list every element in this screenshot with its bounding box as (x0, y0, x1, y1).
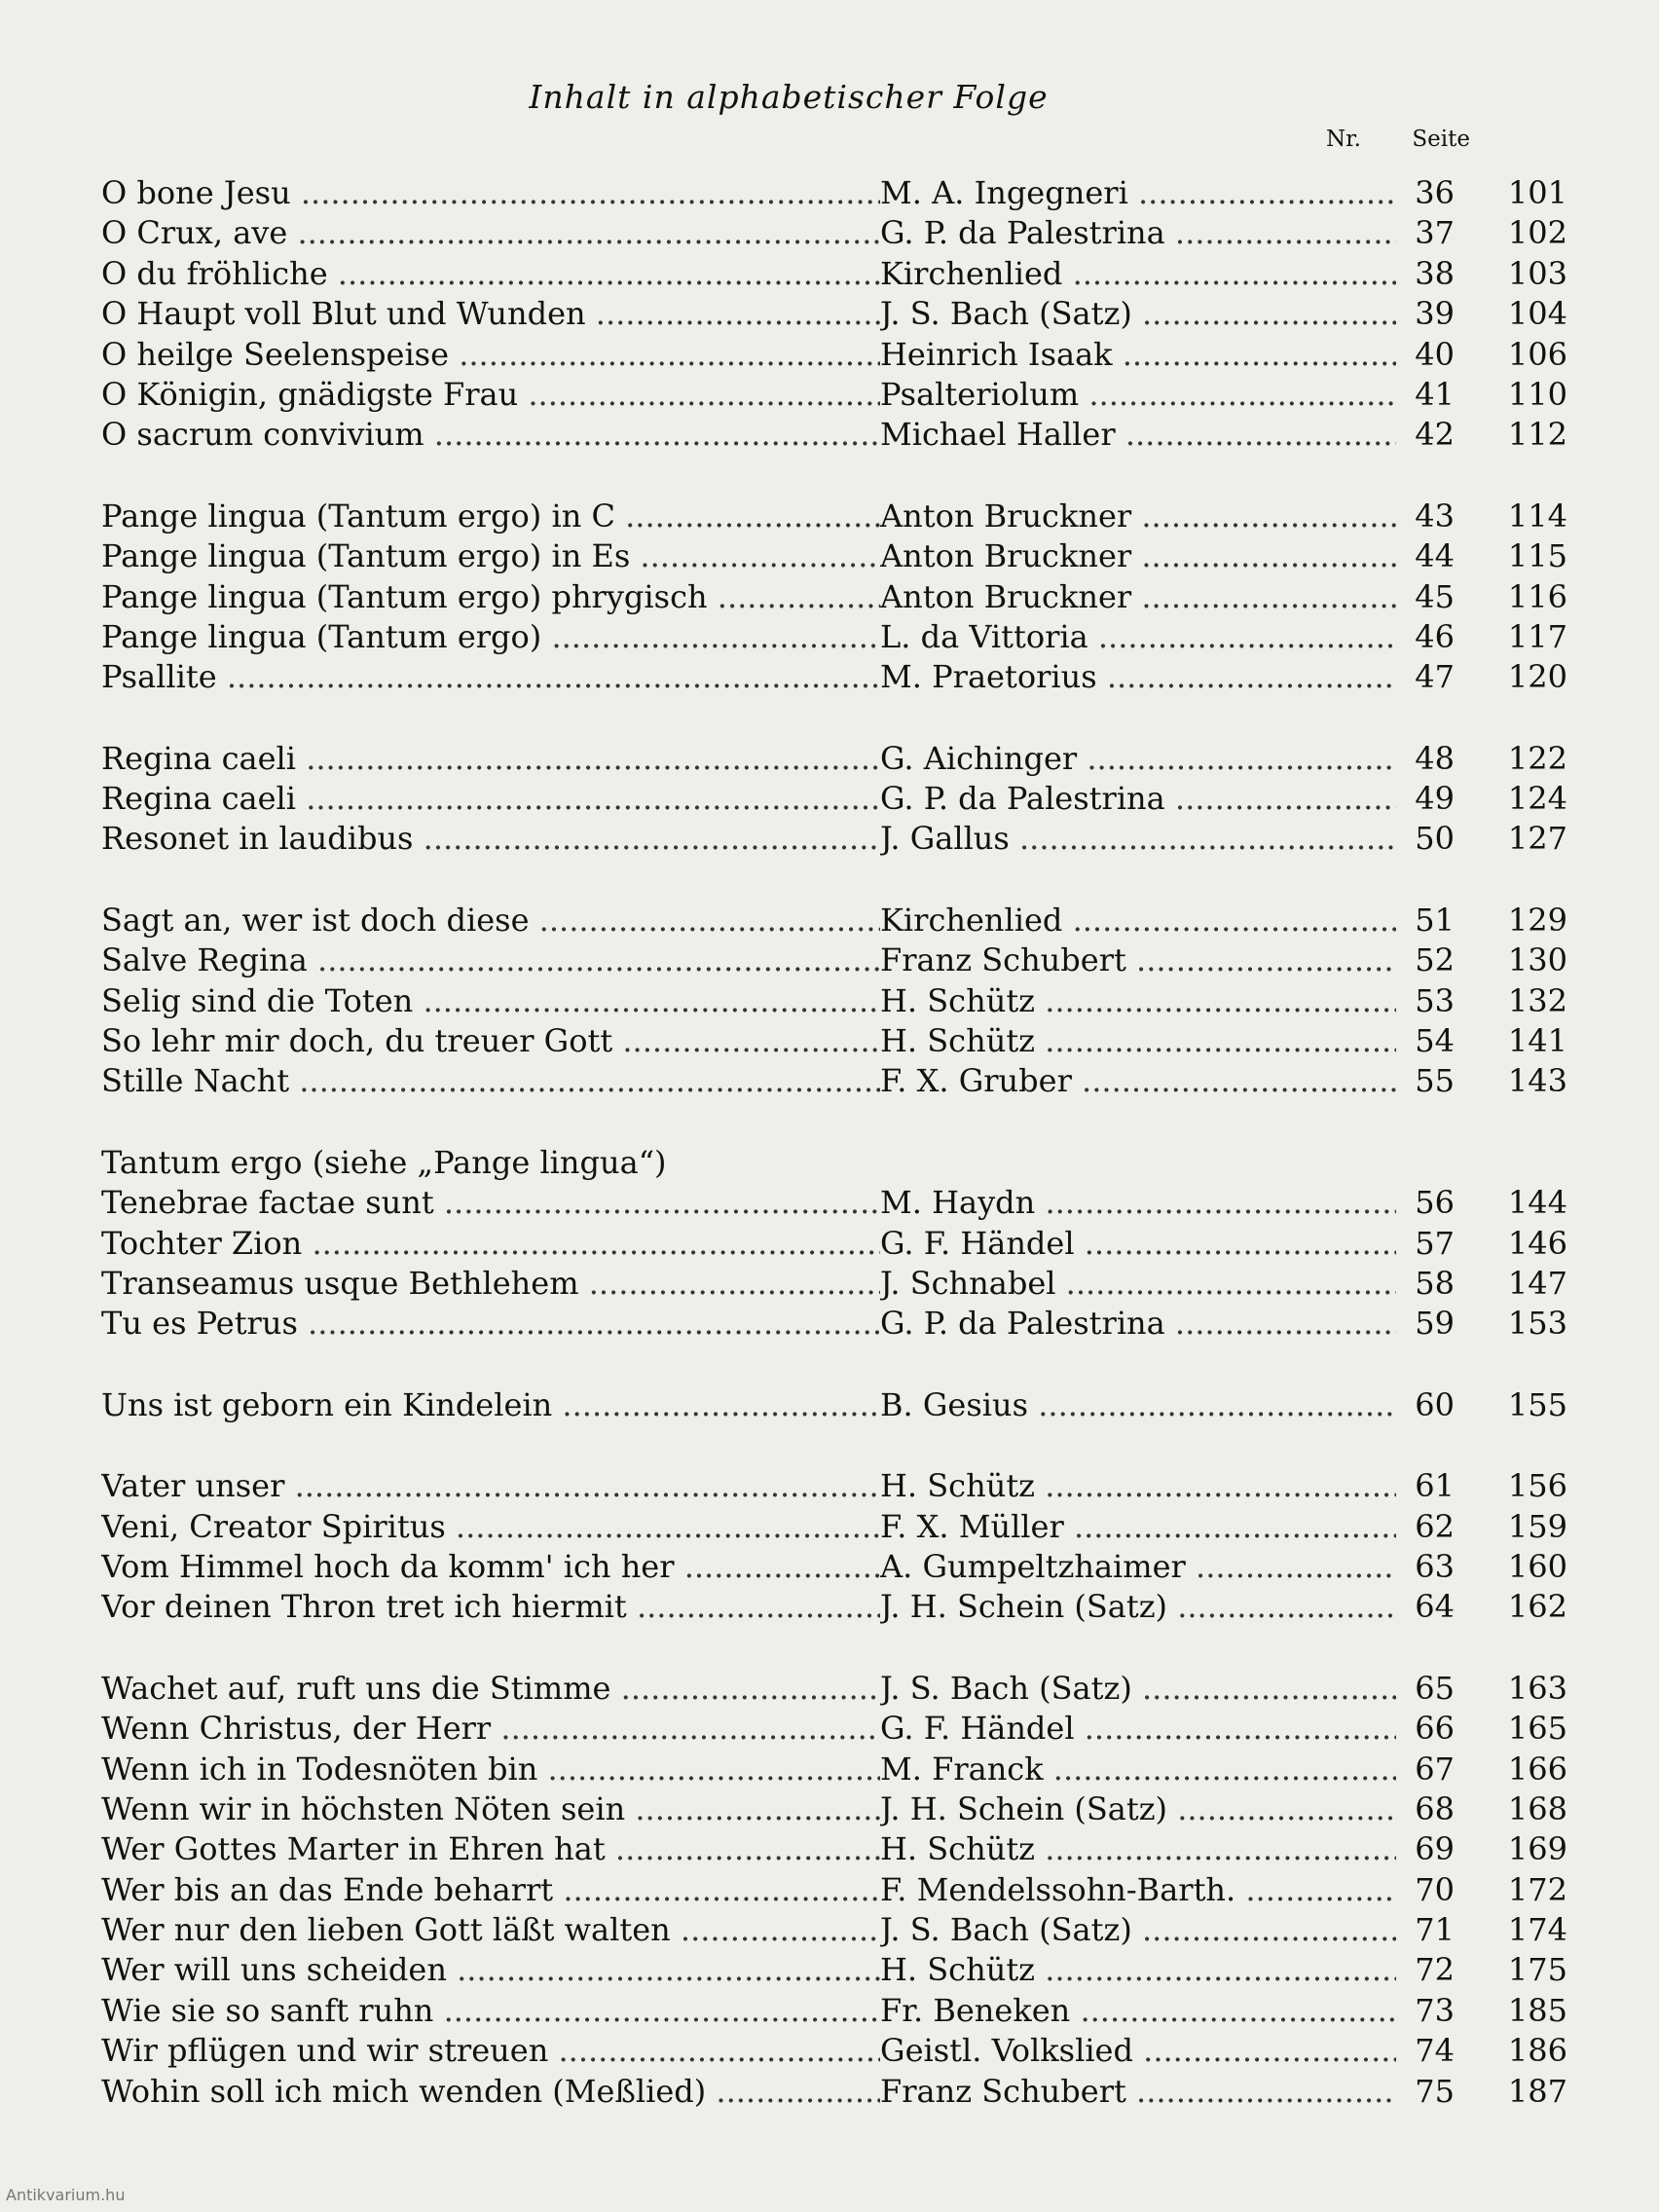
entry-author: Geistl. Volkslied ..... (880, 2031, 1396, 2071)
entry-page: 146 (1507, 1224, 1567, 1262)
toc-section (101, 739, 1567, 860)
entry-number: 58 (1415, 1264, 1455, 1302)
entry-title: Wie sie so sanft ruhn ..... (101, 1991, 880, 2031)
entry-title: Wer Gottes Marter in Ehren hat ..... (101, 1829, 880, 1869)
entry-page: 129 (1507, 901, 1567, 939)
entry-title: Wer bis an das Ende beharrt ..... (101, 1870, 880, 1910)
entry-number: 47 (1415, 658, 1455, 696)
entry-title: Pange lingua (Tantum ergo) phrygisch ..... (101, 577, 880, 617)
entry-title: Wir pflügen und wir streuen ..... (101, 2031, 880, 2071)
toc-entry (101, 294, 1567, 334)
entry-number: 59 (1415, 1305, 1455, 1343)
entry-number: 67 (1415, 1750, 1455, 1788)
toc-section (101, 1385, 1567, 1425)
entry-author: J. S. Bach (Satz) ..... (880, 294, 1396, 334)
entry-page: 163 (1507, 1669, 1567, 1707)
entry-title: O sacrum convivium ..... (101, 415, 880, 455)
entry-number: 75 (1415, 2072, 1455, 2110)
entry-number: 40 (1415, 335, 1455, 373)
entry-number: 74 (1415, 2032, 1455, 2070)
toc-entry (101, 1910, 1567, 1950)
entry-page: 120 (1507, 658, 1567, 696)
entry-author: F. X. Gruber ..... (880, 1061, 1396, 1101)
toc-section (101, 1143, 1567, 1345)
entry-author: Kirchenlied ..... (880, 254, 1396, 294)
entry-page: 159 (1507, 1507, 1567, 1545)
entry-author: Psalteriolum ..... (880, 375, 1396, 415)
entry-author: J. H. Schein (Satz) ..... (880, 1587, 1396, 1627)
entry-number: 66 (1415, 1710, 1455, 1748)
entry-author: H. Schütz ..... (880, 981, 1396, 1021)
entry-page: 141 (1507, 1022, 1567, 1060)
entry-author: M. Praetorius ..... (880, 657, 1396, 697)
entry-number: 61 (1415, 1467, 1455, 1505)
toc-entry (101, 1750, 1567, 1789)
entry-number: 64 (1415, 1588, 1455, 1626)
entry-page: 104 (1507, 295, 1567, 333)
toc-entry (101, 1021, 1567, 1061)
toc-entry (101, 335, 1567, 375)
entry-title: Veni, Creator Spiritus ..... (101, 1507, 880, 1547)
entry-page: 132 (1507, 981, 1567, 1019)
entry-author: H. Schütz ..... (880, 1950, 1396, 1990)
entry-title: O Crux, ave ..... (101, 213, 880, 253)
entry-title: Regina caeli ..... (101, 739, 880, 779)
entry-title: Wachet auf, ruft uns die Stimme ..... (101, 1669, 880, 1709)
entry-page: 186 (1507, 2032, 1567, 2070)
entry-page: 172 (1507, 1870, 1567, 1908)
entry-title: Uns ist geborn ein Kindelein ..... (101, 1385, 880, 1425)
entry-title: Pange lingua (Tantum ergo) in Es ..... (101, 536, 880, 576)
entry-number: 72 (1415, 1951, 1455, 1989)
entry-author: Anton Bruckner ..... (880, 497, 1396, 536)
toc-entry (101, 1829, 1567, 1869)
entry-author: G. F. Händel ..... (880, 1709, 1396, 1749)
entry-title: Tantum ergo (siehe „Pange lingua“) (101, 1143, 667, 1181)
entry-page: 153 (1507, 1305, 1567, 1343)
toc-entry (101, 617, 1567, 657)
entry-title: Selig sind die Toten ..... (101, 981, 880, 1021)
entry-number: 37 (1415, 214, 1455, 252)
entry-page: 114 (1507, 497, 1567, 535)
entry-title: Transeamus usque Bethlehem ..... (101, 1264, 880, 1304)
toc-entry (101, 2072, 1567, 2112)
entry-author: G. F. Händel ..... (880, 1224, 1396, 1264)
entry-author: M. Franck ..... (880, 1750, 1396, 1789)
entry-number: 63 (1415, 1547, 1455, 1585)
entry-number: 38 (1415, 254, 1455, 292)
toc-entry (101, 1304, 1567, 1344)
entry-page: 175 (1507, 1951, 1567, 1989)
toc-entry (101, 1183, 1567, 1223)
number-column-background (1396, 1143, 1571, 1183)
entry-title: Vater unser ..... (101, 1466, 880, 1506)
entry-author: Heinrich Isaak ..... (880, 335, 1396, 375)
toc-entry (101, 739, 1567, 779)
entry-number: 43 (1415, 497, 1455, 535)
entry-number: 68 (1415, 1789, 1455, 1827)
entry-page: 124 (1507, 780, 1567, 818)
column-header-seite: Seite (1412, 127, 1470, 152)
toc-entry (101, 940, 1567, 980)
toc-entry (101, 1143, 1470, 1183)
entry-page: 122 (1507, 739, 1567, 777)
entry-number: 62 (1415, 1507, 1455, 1545)
toc-entry (101, 1385, 1567, 1425)
entry-page: 169 (1507, 1830, 1567, 1868)
entry-author: J. H. Schein (Satz) ..... (880, 1789, 1396, 1829)
entry-author: Anton Bruckner ..... (880, 536, 1396, 576)
entry-number: 55 (1415, 1062, 1455, 1100)
toc-entry (101, 1950, 1567, 1990)
entry-page: 156 (1507, 1467, 1567, 1505)
entry-title: Stille Nacht ..... (101, 1061, 880, 1101)
entry-page: 103 (1507, 254, 1567, 292)
entry-page: 112 (1507, 416, 1567, 454)
entry-author: J. S. Bach (Satz) ..... (880, 1669, 1396, 1709)
entry-page: 127 (1507, 820, 1567, 858)
entry-page: 165 (1507, 1710, 1567, 1748)
entry-page: 185 (1507, 1991, 1567, 2029)
entry-title: Salve Regina ..... (101, 940, 880, 980)
entry-author: G. Aichinger ..... (880, 739, 1396, 779)
entry-page: 117 (1507, 617, 1567, 655)
entry-title: Wenn wir in höchsten Nöten sein ..... (101, 1789, 880, 1829)
entry-number: 42 (1415, 416, 1455, 454)
toc-entry (101, 1466, 1567, 1506)
entry-author: Anton Bruckner ..... (880, 577, 1396, 617)
toc-entry (101, 497, 1567, 536)
toc-entry (101, 1789, 1567, 1829)
entry-number: 60 (1415, 1385, 1455, 1423)
entry-title: Wer nur den lieben Gott läßt walten ..... (101, 1910, 880, 1950)
toc-section (101, 497, 1567, 698)
toc-entry (101, 1061, 1567, 1101)
entry-author: J. Schnabel ..... (880, 1264, 1396, 1304)
toc-section (101, 1669, 1567, 2112)
entry-author: J. S. Bach (Satz) ..... (880, 1910, 1396, 1950)
entry-number: 51 (1415, 901, 1455, 939)
entry-number: 56 (1415, 1184, 1455, 1222)
entry-title: O heilge Seelenspeise ..... (101, 335, 880, 375)
entry-author: Kirchenlied ..... (880, 901, 1396, 940)
toc-entry (101, 1587, 1567, 1627)
watermark: Antikvarium.hu (6, 2186, 126, 2204)
entry-number: 57 (1415, 1224, 1455, 1262)
entry-number: 52 (1415, 941, 1455, 979)
entry-page: 130 (1507, 941, 1567, 979)
toc-entry (101, 1507, 1567, 1547)
entry-number: 41 (1415, 375, 1455, 413)
entry-title: Psallite ..... (101, 657, 880, 697)
toc-entry (101, 1224, 1567, 1264)
entry-page: 106 (1507, 335, 1567, 373)
entry-title: Pange lingua (Tantum ergo) ..... (101, 617, 880, 657)
table-of-contents (101, 173, 1567, 2153)
toc-entry (101, 213, 1567, 253)
entry-page: 160 (1507, 1547, 1567, 1585)
toc-section (101, 173, 1567, 456)
toc-entry (101, 375, 1567, 415)
entry-author: M. A. Ingegneri ..... (880, 173, 1396, 213)
entry-number: 71 (1415, 1911, 1455, 1949)
entry-author: Michael Haller ..... (880, 415, 1396, 455)
entry-author: G. P. da Palestrina ..... (880, 1304, 1396, 1344)
entry-number: 49 (1415, 780, 1455, 818)
toc-entry (101, 1669, 1567, 1709)
entry-title: O du fröhliche ..... (101, 254, 880, 294)
entry-title: O bone Jesu ..... (101, 173, 880, 213)
entry-number: 44 (1415, 537, 1455, 575)
entry-page: 166 (1507, 1750, 1567, 1788)
entry-title: Regina caeli ..... (101, 779, 880, 819)
entry-number: 48 (1415, 739, 1455, 777)
entry-page: 147 (1507, 1264, 1567, 1302)
toc-entry (101, 415, 1567, 455)
entry-author: B. Gesius ..... (880, 1385, 1396, 1425)
entry-page: 116 (1507, 577, 1567, 615)
entry-number: 73 (1415, 1991, 1455, 2029)
entry-author: G. P. da Palestrina ..... (880, 779, 1396, 819)
entry-title: Wenn ich in Todesnöten bin ..... (101, 1750, 880, 1789)
entry-author: A. Gumpeltzhaimer ..... (880, 1547, 1396, 1587)
entry-author: F. Mendelssohn-Barth. ..... (880, 1870, 1396, 1910)
entry-title: Pange lingua (Tantum ergo) in C ..... (101, 497, 880, 536)
entry-number: 45 (1415, 577, 1455, 615)
entry-page: 168 (1507, 1789, 1567, 1827)
entry-number: 46 (1415, 617, 1455, 655)
entry-author: G. P. da Palestrina ..... (880, 213, 1396, 253)
entry-title: Sagt an, wer ist doch diese ..... (101, 901, 880, 940)
entry-page: 143 (1507, 1062, 1567, 1100)
entry-title: Wer will uns scheiden ..... (101, 1950, 880, 1990)
entry-author: H. Schütz ..... (880, 1829, 1396, 1869)
entry-title: Wenn Christus, der Herr ..... (101, 1709, 880, 1749)
entry-number: 36 (1415, 174, 1455, 211)
entry-title: Vor deinen Thron tret ich hiermit ..... (101, 1587, 880, 1627)
entry-page: 101 (1507, 174, 1567, 211)
toc-entry (101, 981, 1567, 1021)
entry-page: 144 (1507, 1184, 1567, 1222)
entry-number: 65 (1415, 1669, 1455, 1707)
entry-title: Tenebrae factae sunt ..... (101, 1183, 880, 1223)
entry-author: J. Gallus ..... (880, 819, 1396, 859)
column-header-nr: Nr. (1326, 127, 1361, 152)
toc-entry (101, 536, 1567, 576)
entry-author: L. da Vittoria ..... (880, 617, 1396, 657)
toc-entry (101, 657, 1567, 697)
toc-entry (101, 1264, 1567, 1304)
entry-page: 162 (1507, 1588, 1567, 1626)
entry-number: 69 (1415, 1830, 1455, 1868)
entry-author: H. Schütz ..... (880, 1021, 1396, 1061)
toc-entry (101, 577, 1567, 617)
entry-number: 53 (1415, 981, 1455, 1019)
toc-section (101, 901, 1567, 1102)
entry-title: Tochter Zion ..... (101, 1224, 880, 1264)
entry-number: 54 (1415, 1022, 1455, 1060)
toc-entry (101, 254, 1567, 294)
entry-page: 102 (1507, 214, 1567, 252)
toc-entry (101, 2031, 1567, 2071)
toc-entry (101, 1991, 1567, 2031)
entry-author: Franz Schubert ..... (880, 2072, 1396, 2112)
toc-entry (101, 173, 1567, 213)
toc-entry (101, 1870, 1567, 1910)
entry-title: Vom Himmel hoch da komm' ich her ..... (101, 1547, 880, 1587)
toc-entry (101, 1547, 1567, 1587)
entry-page: 174 (1507, 1911, 1567, 1949)
page-title: Inhalt in alphabetischer Folge (529, 78, 1049, 116)
toc-entry (101, 779, 1567, 819)
entry-author: F. X. Müller ..... (880, 1507, 1396, 1547)
toc-entry (101, 901, 1567, 940)
entry-number: 70 (1415, 1870, 1455, 1908)
entry-title: O Königin, gnädigste Frau ..... (101, 375, 880, 415)
entry-page: 110 (1507, 375, 1567, 413)
entry-page: 155 (1507, 1385, 1567, 1423)
entry-title: Tu es Petrus ..... (101, 1304, 880, 1344)
entry-author: M. Haydn ..... (880, 1183, 1396, 1223)
entry-number: 50 (1415, 820, 1455, 858)
entry-title: So lehr mir doch, du treuer Gott ..... (101, 1021, 880, 1061)
toc-entry (101, 819, 1567, 859)
entry-author: H. Schütz ..... (880, 1466, 1396, 1506)
entry-title: Resonet in laudibus ..... (101, 819, 880, 859)
entry-title: O Haupt voll Blut und Wunden ..... (101, 294, 880, 334)
entry-number: 39 (1415, 295, 1455, 333)
entry-author: Fr. Beneken ..... (880, 1991, 1396, 2031)
entry-title: Wohin soll ich mich wenden (Meßlied) ..... (101, 2072, 880, 2112)
entry-author: Franz Schubert ..... (880, 940, 1396, 980)
toc-section (101, 1466, 1567, 1628)
entry-page: 187 (1507, 2072, 1567, 2110)
entry-page: 115 (1507, 537, 1567, 575)
toc-entry (101, 1709, 1567, 1749)
